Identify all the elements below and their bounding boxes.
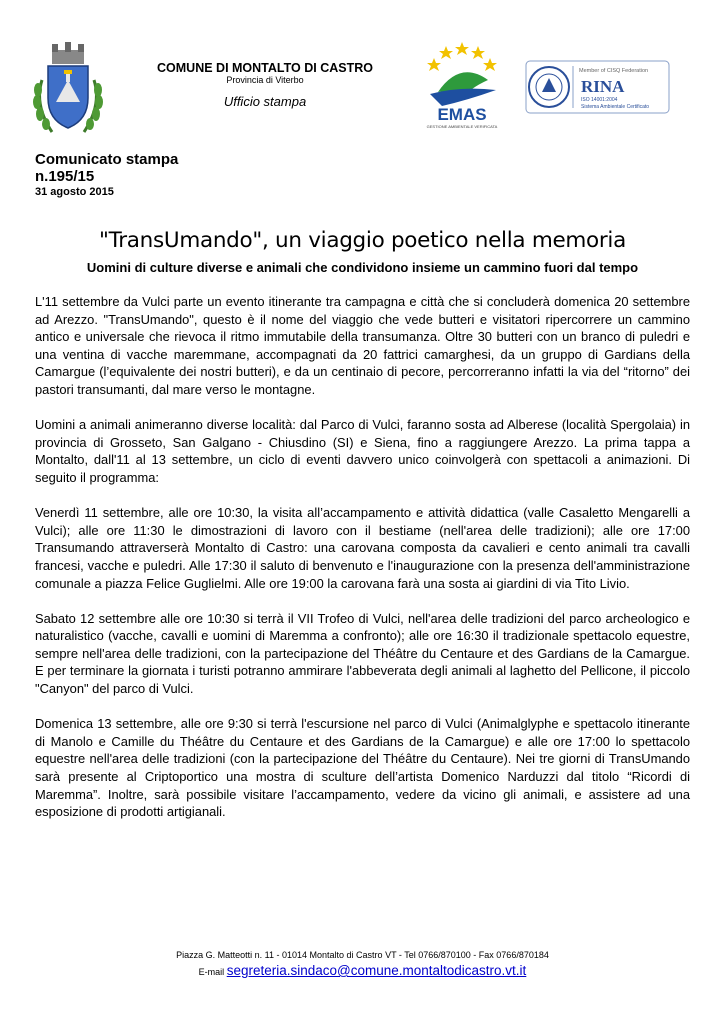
paragraph: Venerdì 11 settembre, alle ore 10:30, la visita all’accampamento e attività didattica (valle Casaletto Mengarelli a Vulci); alle ore 11:30 le dimostrazioni di lavoro con il bestiame (nell'area delle tradizioni); alle ore 17:00 Transumando attraverserà Montalto di Castro: una carovana composta da cavalieri e cento animali tra cavalli francesi, vacche e puledri. Alle 17:30 il saluto di benvenuto e l'inaugurazione con la presenza dell'amministrazione comunale a piazza Felice Guglielmi. Alle ore 19:00 la carovana farà una sosta ai giardini di via Tito Livio.: [35, 505, 690, 591]
province-name: Provincia di Viterbo: [226, 75, 304, 85]
release-label-text: Comunicato stampa: [35, 151, 179, 168]
rina-text: RINA: [581, 77, 625, 96]
rina-caption-3: Sistema Ambientale Certificato: [581, 104, 650, 110]
email-label: E-mail: [198, 967, 225, 977]
release-number: n.195/15: [35, 168, 95, 185]
paragraph: Uomini a animali animeranno diverse località: dal Parco di Vulci, faranno sosta ad Alberese (località Spergolaia) in provincia di Grosseto, San Galgano - Chiusdino (SI) e Siena, fino a raggiungere Arezzo. La prima tappa a Montalto, dall'11 al 13 settembre, un ciclo di eventi davvero unico coinvolgerà con spettacoli a animazioni. Di seguito il programma:: [35, 417, 690, 485]
municipal-crest-icon: [30, 40, 106, 140]
email-link[interactable]: segreteria.sindaco@comune.montaltodicastro.vt.it: [226, 963, 527, 978]
article-title: "TransUmando", un viaggio poetico nella memoria: [99, 228, 626, 253]
rina-caption-1: Member of CISQ Federation: [579, 68, 649, 74]
rina-caption-2: ISO 14001:2004: [581, 97, 618, 103]
office-name: Ufficio stampa: [223, 94, 307, 109]
paragraph: L'11 settembre da Vulci parte un evento itinerante tra campagna e città che si concluderà domenica 20 settembre ad Arezzo. "TransUmando", questo è il nome del viaggio che vede butteri e visitatori ripercorrere un cammino antico e universale che rievoca il ritmo immutabile della transumanza. Oltre 30 butteri con un branco di puledri e una ventina di vacche maremmane, accompagnati da 20 fattrici camarghesi, da un gruppo di Gardians della Camargue (l’equivalente dei nostri butteri), e da un centinaio di pecore, percorreranno infatti la via del “ritorno” dei pastori transumanti, dal mare verso le montagne.: [35, 294, 690, 397]
emas-text: EMAS: [437, 105, 487, 124]
emas-caption: GESTIONE AMBIENTALE VERIFICATA: [426, 124, 498, 129]
emas-logo-icon: [420, 40, 505, 135]
release-label: [35, 151, 178, 185]
paragraph: Domenica 13 settembre, alle ore 9:30 si terrà l'escursione nel parco di Vulci (Animalglyphe e spettacolo itinerante di Manolo e Camille du Théâtre du Centaure et des Gardians de la Camargue) e alle ore 17:00 lo spettacolo equestre nell'area delle tradizioni (con la partecipazione del Théâtre du Centaure). Nei tre giorni di TransUmando sarà presente al Criptoportico una mostra di sculture dell’artista Domenico Narduzzi dal titolo “Ricordi di Maremma”. Inoltre, sarà possibile visitare l’accampamento, vedere da vicino gli animali, e assistere ad una esposizione di prodotti artigianali.: [35, 716, 690, 820]
municipality-name: COMUNE DI MONTALTO DI CASTRO: [157, 61, 373, 75]
article-subtitle: Uomini di culture diverse e animali che condividono insieme un cammino fuori dal tempo: [86, 260, 639, 275]
footer-email-line: [0, 963, 725, 978]
rina-logo-icon: [525, 60, 670, 114]
paragraph: Sabato 12 settembre alle ore 10:30 si terrà il VII Trofeo di Vulci, nell'area delle tradizioni del parco archeologico e naturalistico (vacche, cavalli e uomini di Maremma a confronto); alle ore 16:30 il tradizionale spettacolo equestre, sempre nell'area delle tradizioni, con la partecipazione del Théâtre du Centaure et des Gardians de la Camargue. E per terminare la giornata i turisti potranno ammirare l'abbeverata degli animali al laghetto del Pellicone, il piccolo "Canyon" del parco di Vulci.: [35, 610, 690, 697]
release-date: 31 agosto 2015: [35, 186, 114, 198]
footer-address: Piazza G. Matteotti n. 11 - 01014 Montalto di Castro VT - Tel 0766/870100 - Fax 0766/870184: [176, 950, 549, 960]
article-body: [35, 293, 690, 838]
